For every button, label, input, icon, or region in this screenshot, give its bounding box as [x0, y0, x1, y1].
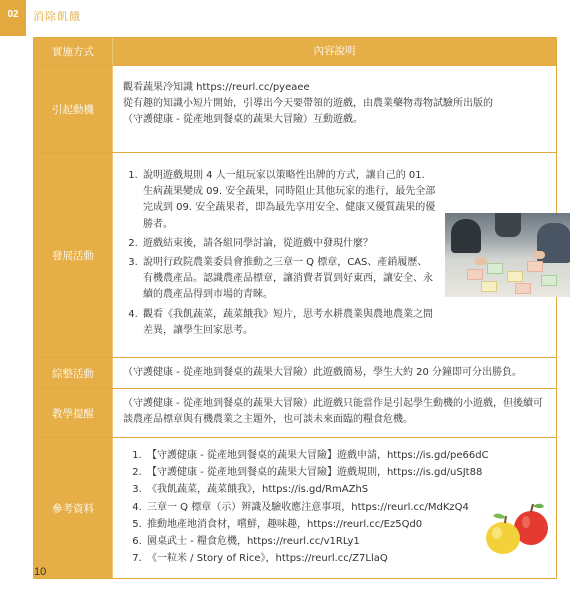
table-row-references [34, 437, 556, 578]
classroom-photo [445, 213, 570, 297]
row-label-develop: 發展活動 [34, 153, 113, 357]
reference-item: 7. 《一粒米 / Story of Rice》，https://reurl.cc/Z7LlaQ [145, 551, 548, 567]
develop-step: 2. 遊戲結束後，請各組同學討論，從遊戲中發現什麼？ [141, 236, 437, 252]
row-label-tips: 教學提醒 [34, 389, 113, 437]
reference-item: 2. 【守護健康 - 從產地到餐桌的蔬果大冒險】遊戲規則，https://is.gd/uSJt88 [145, 465, 548, 481]
table-row-tips [34, 388, 556, 437]
row-label-engage: 引起動機 [34, 66, 113, 152]
row-content-summary: （守護健康 - 從產地到餐桌的蔬果大冒險）此遊戲簡易，學生大約 20 分鐘即可分出勝負。 [123, 367, 523, 378]
develop-steps-list [121, 168, 437, 342]
column-header-content: 內容說明 [113, 38, 556, 65]
table-row-summary [34, 357, 556, 388]
table-header-row [34, 38, 556, 65]
section-title: 消除飢餓 [33, 10, 81, 23]
column-header-method: 實施方式 [34, 38, 113, 65]
row-label-summary: 綜整活動 [34, 358, 113, 388]
reference-item: 5. 推動地產地消食材，嚐鮮，趣味趣，https://reurl.cc/Ez5Qd0 [145, 517, 548, 533]
table-row-engage [34, 65, 556, 152]
section-number-badge: 02 [0, 0, 26, 36]
engage-line-3: （守護健康 - 從產地到餐桌的蔬果大冒險）互動遊戲。 [123, 114, 363, 126]
reference-item: 1. 【守護健康 - 從產地到餐桌的蔬果大冒險】遊戲申請，https://is.gd/pe66dC [145, 448, 548, 464]
develop-step: 1. 說明遊戲規則 4 人一組玩家以策略性出牌的方式，讓自己的 01. 生病蔬果變成 09. 安全蔬果，同時阻止其他玩家的進行，最先全部完成到 09. 安全蔬果者，即為最先享用安全、健康又優質蔬果的優勝者。 [141, 168, 437, 233]
page-number: 10 [34, 566, 47, 578]
engage-line-1: 觀看蔬果冷知識 https://reurl.cc/pyeaee [123, 82, 310, 93]
develop-step: 3. 說明行政院農業委員會推動之三章一 Q 標章，CAS、產銷履歷、有機農產品。認識農產品標章，讓消費者買到好東西，讓安全、永續的農產品得到市場的青睞。 [141, 255, 437, 304]
reference-item: 6. 園桌武士 - 糧食危機，https://reurl.cc/v1RLy1 [145, 534, 548, 550]
develop-step: 4. 觀看《我飢蔬菜，蔬菜餓我》短片，思考水耕農業與農地農業之間差異，讓學生回家思考。 [141, 307, 437, 339]
reference-item: 3. 《我飢蔬菜，蔬菜餓我》，https://is.gd/RmAZhS [145, 482, 548, 498]
row-content-engage [113, 66, 556, 152]
row-label-references: 參考資料 [34, 438, 113, 578]
apples-illustration [479, 498, 551, 558]
table-row-develop [34, 152, 556, 357]
reference-item: 4. 三章一 Q 標章（示）辨識及驗收應注意事項，https://reurl.cc/MdKzQ4 [145, 500, 548, 516]
engage-line-2: 從有趣的知識小短片開始，引導出今天要帶領的遊戲，由農業藥物毒物試驗所出版的 [123, 98, 493, 110]
row-content-tips: （守護健康 - 從產地到餐桌的蔬果大冒險）此遊戲只能當作是引起學生動機的小遊戲，但後續可談農產品標章與有機農業之主題外，也可談未來面臨的糧食危機。 [123, 398, 543, 426]
row-content-develop [113, 153, 570, 357]
